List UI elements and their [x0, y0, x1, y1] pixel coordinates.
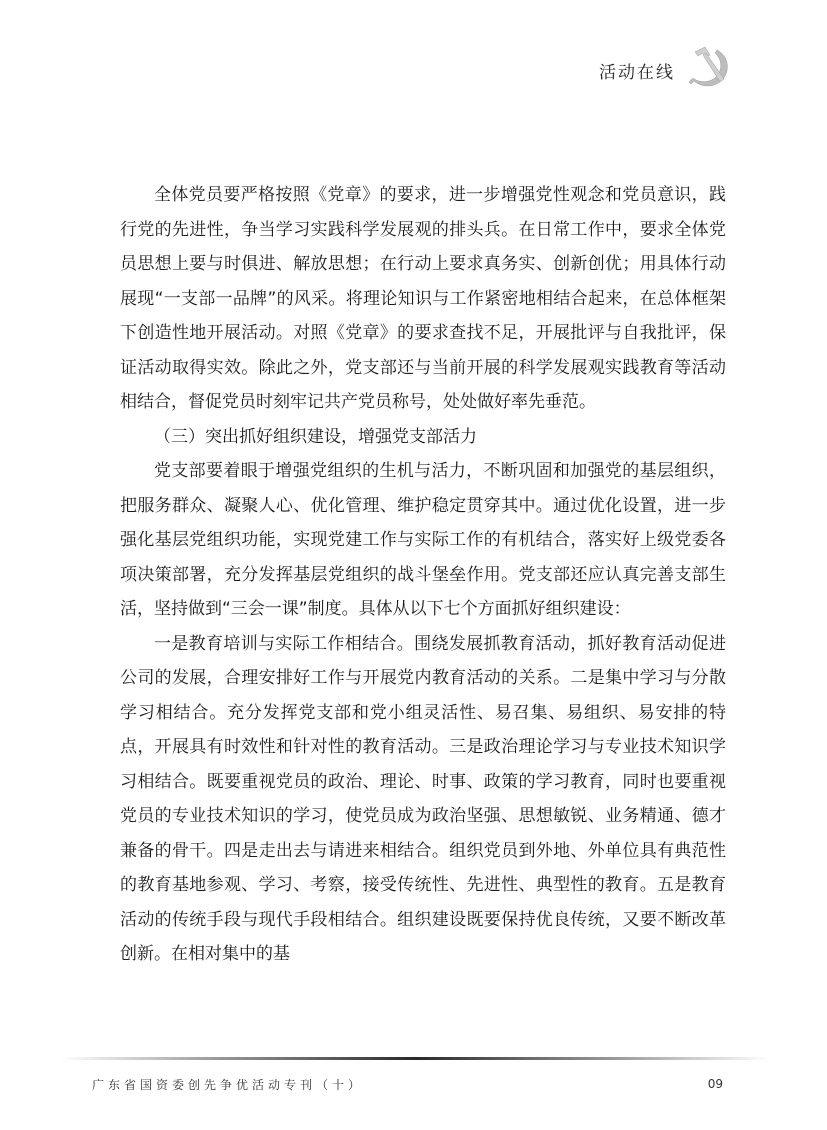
section-title: 活动在线: [599, 63, 675, 83]
page-number: 09: [707, 1077, 723, 1091]
section-heading: （三）突出抓好组织建设，增强党支部活力: [154, 426, 477, 447]
publication-title: 广东省国资委创先争优活动专刊（十）: [92, 1078, 365, 1092]
hammer-sickle-icon: [687, 44, 733, 90]
article-body: [120, 178, 726, 972]
paragraph: 党支部要着眼于增强党组织的生机与活力，不断巩固和加强党的基层组织，把服务群众、凝聚人心、优化管理、维护稳定贯穿其中。通过优化设置，进一步强化基层党组织功能，实现党建工作与实际工作的有机结合，落实好上级党委各项决策部署，充分发挥基层党组织的战斗堡垒作用。党支部还应认真完善支部生活，坚持做到“三会一课”制度。具体从以下七个方面抓好组织建设：: [120, 461, 726, 619]
paragraph: 全体党员要严格按照《党章》的要求，进一步增强党性观念和党员意识，践行党的先进性，争当学习实践科学发展观的排头兵。在日常工作中，要求全体党员思想上要与时俱进、解放思想；在行动上要求真务实、创新创优；用具体行动展现“一支部一品牌”的风采。将理论知识与工作紧密地相结合起来，在总体框架下创造性地开展活动。对照《党章》的要求查找不足，开展批评与自我批评，保证活动取得实效。除此之外，党支部还与当前开展的科学发展观实践教育等活动相结合，督促党员时刻牢记共产党员称号，处处做好率先垂范。: [120, 185, 726, 412]
page-header: [0, 0, 827, 110]
paragraph: 一是教育培训与实际工作相结合。围绕发展抓教育活动，抓好教育活动促进公司的发展，合理安排好工作与开展党内教育活动的关系。二是集中学习与分散学习相结合。充分发挥党支部和党小组灵活性、易召集、易组织、易安排的特点，开展具有时效性和针对性的教育活动。三是政治理论学习与专业技术知识学习相结合。既要重视党员的政治、理论、时事、政策的学习教育，同时也要重视党员的专业技术知识的学习，使党员成为政治坚强、思想敏锐、业务精通、德才兼备的骨干。四是走出去与请进来相结合。组织党员到外地、外单位具有典范性的教育基地参观、学习、考察，接受传统性、先进性、典型性的教育。五是教育活动的传统手段与现代手段相结合。组织建设既要保持优良传统，又要不断改革创新。在相对集中的基: [120, 633, 726, 964]
footer-divider: [60, 1057, 770, 1060]
